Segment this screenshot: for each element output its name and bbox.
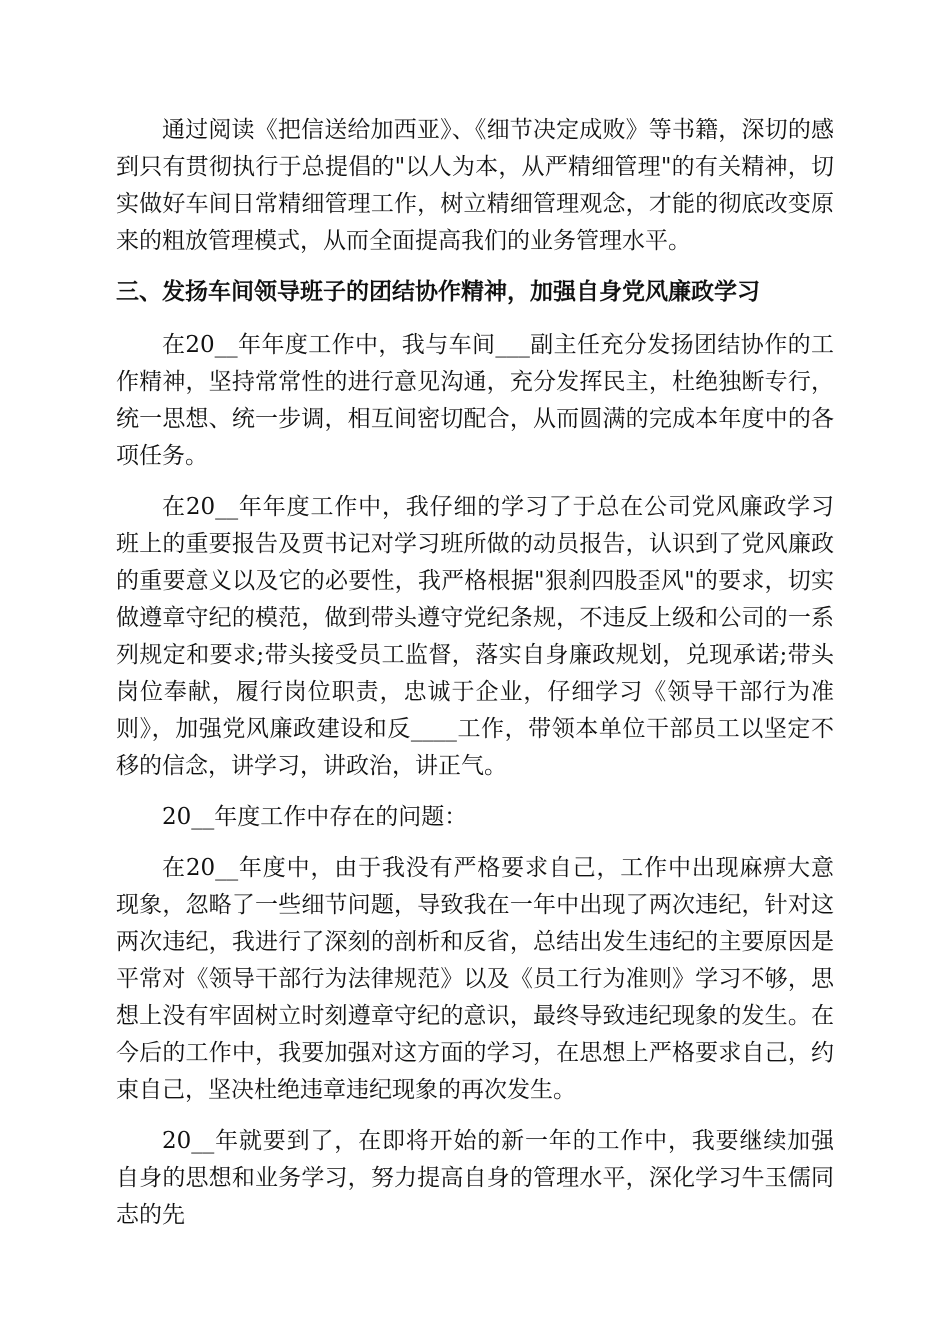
paragraph-next-year: 20__年就要到了，在即将开始的新一年的工作中，我要继续加强自身的思想和业务学习，努力提高自身的管理水平，深化学习牛玉儒同志的先 [116, 1128, 834, 1228]
paragraph-reading-books: 通过阅读《把信送给加西亚》、《细节决定成败》等书籍，深切的感到只有贯彻执行于总提倡的"以人为本，从严精细管理"的有关精神，切实做好车间日常精细管理工作，树立精细管理观念，才能的彻底改变原来的粗放管理模式，从而全面提高我们的业务管理水平。 [116, 117, 834, 254]
document-body [116, 112, 834, 1248]
paragraph-party-study: 在20__年年度工作中，我仔细的学习了于总在公司党风廉政学习班上的重要报告及贾书记对学习班所做的动员报告，认识到了党风廉政的重要意义以及它的必要性，我严格根据"狠刹四股歪风"的要求，切实做遵章守纪的模范，做到带头遵守党纪条规，不违反上级和公司的一系列规定和要求;带头接受员工监督，落实自身廉政规划，兑现承诺;带头岗位奉献，履行岗位职责，忠诚于企业，仔细学习《领导干部行为准则》，加强党风廉政建设和反____工作，带领本单位干部员工以坚定不移的信念，讲学习，讲政治，讲正气。 [116, 494, 834, 779]
paragraph-problems-title: 20__年度工作中存在的问题： [162, 804, 468, 830]
paragraph-teamwork: 在20__年年度工作中，我与车间___副主任充分发扬团结协作的工作精神，坚持常常性的进行意见沟通，充分发挥民主，杜绝独断专行，统一思想、统一步调，相互间密切配合，从而圆满的完成本年度中的各项任务。 [116, 332, 834, 469]
paragraph-problems-detail: 在20__年度中，由于我没有严格要求自己，工作中出现麻痹大意现象，忽略了一些细节问题，导致我在一年中出现了两次违纪，针对这两次违纪，我进行了深刻的剖析和反省，总结出发生违纪的主要原因是平常对《领导干部行为法律规范》以及《员工行为准则》学习不够，思想上没有牢固树立时刻遵章守纪的意识，最终导致违纪现象的发生。在今后的工作中，我要加强对这方面的学习，在思想上严格要求自己，约束自己，坚决杜绝违章违纪现象的再次发生。 [116, 855, 834, 1103]
section-heading-three: 三、发扬车间领导班子的团结协作精神，加强自身党风廉政学习 [116, 279, 760, 305]
